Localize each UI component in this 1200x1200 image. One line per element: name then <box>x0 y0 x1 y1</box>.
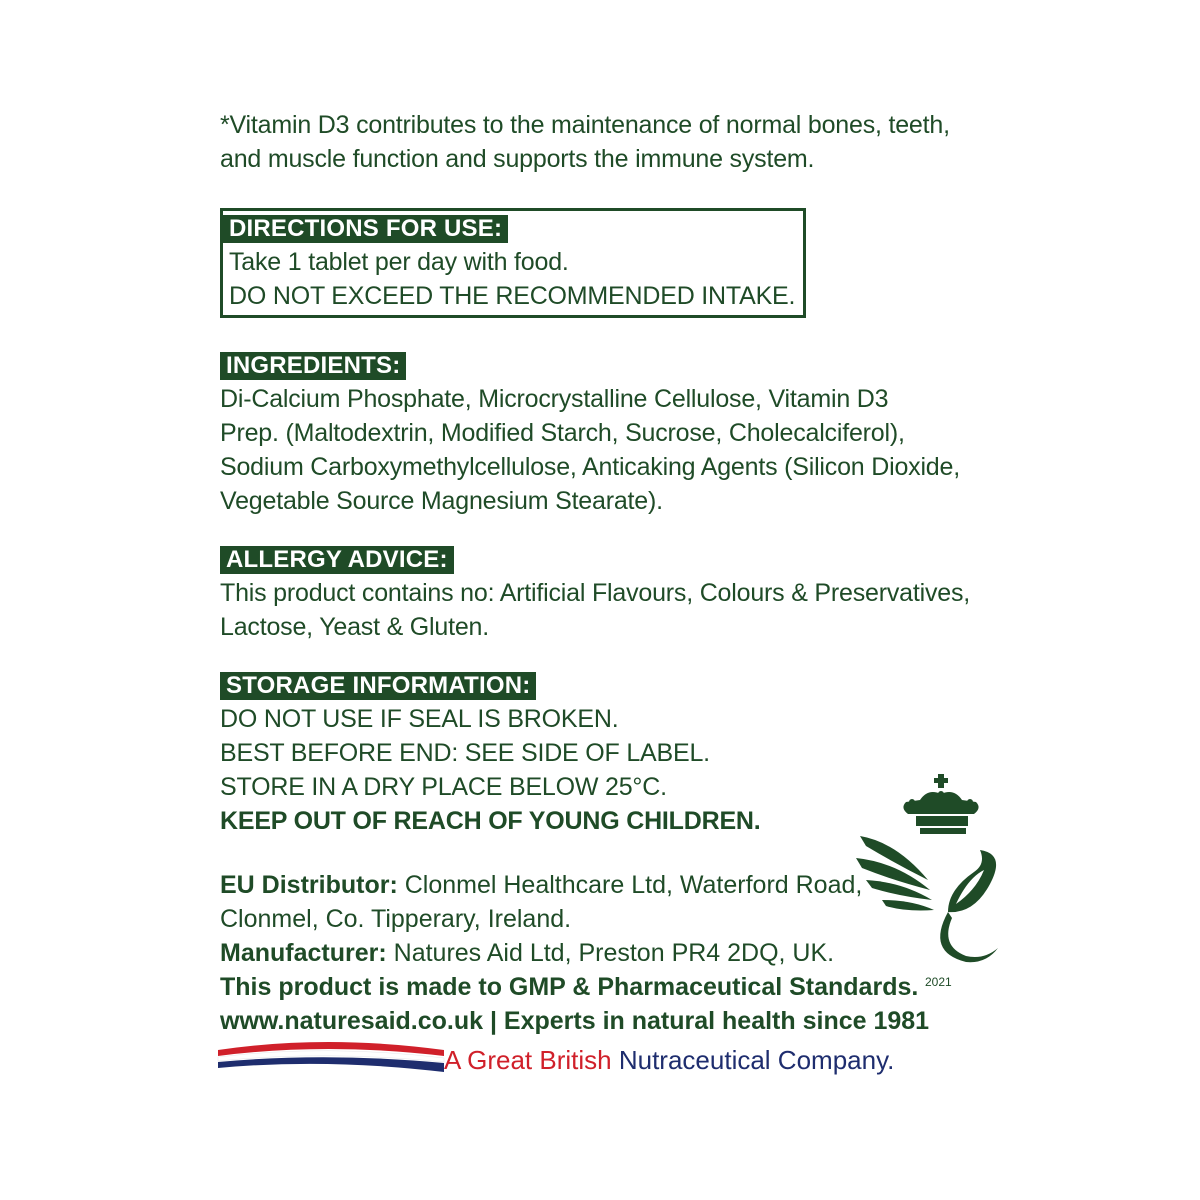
directions-warning: DO NOT EXCEED THE RECOMMENDED INTAKE. <box>229 282 796 310</box>
directions-heading: DIRECTIONS FOR USE: <box>223 215 508 243</box>
distributor-address-cont: Clonmel, Co. Tipperary, Ireland. <box>220 905 572 933</box>
storage-heading: STORAGE INFORMATION: <box>220 672 536 700</box>
ingredients-line: Sodium Carboxymethylcellulose, Anticaking Agents (Silicon Dioxide, <box>220 453 960 481</box>
ingredients-line: Vegetable Source Magnesium Stearate). <box>220 487 663 515</box>
tagline-red: A Great British <box>444 1045 612 1075</box>
queens-award-crown-e-icon <box>856 772 1006 972</box>
ingredients-line: Prep. (Maltodextrin, Modified Starch, Sucrose, Cholecalciferol), <box>220 419 905 447</box>
allergy-heading: ALLERGY ADVICE: <box>220 546 454 574</box>
supplement-label <box>220 108 1000 862</box>
allergy-line: This product contains no: Artificial Flavours, Colours & Preservatives, <box>220 579 970 607</box>
distributor-label: EU Distributor: <box>220 871 398 899</box>
manufacturer-label: Manufacturer: <box>220 939 387 967</box>
storage-children-warning: KEEP OUT OF REACH OF YOUNG CHILDREN. <box>220 807 761 835</box>
storage-line: BEST BEFORE END: SEE SIDE OF LABEL. <box>220 739 710 767</box>
storage-line: DO NOT USE IF SEAL IS BROKEN. <box>220 705 619 733</box>
health-claim <box>220 108 1000 176</box>
company-footer <box>220 868 940 1038</box>
health-claim-line: *Vitamin D3 contributes to the maintenance of normal bones, teeth, <box>220 111 950 139</box>
website-line: www.naturesaid.co.uk | Experts in natural health since 1981 <box>220 1007 930 1035</box>
distributor-line <box>220 868 940 902</box>
award-year: 2021 <box>925 975 952 989</box>
distributor-address: Clonmel Healthcare Ltd, Waterford Road, <box>397 871 863 899</box>
ingredients-section <box>220 348 1000 518</box>
gmp-statement: This product is made to GMP & Pharmaceutical Standards. <box>220 973 919 1001</box>
ingredients-line: Di-Calcium Phosphate, Microcrystalline Cellulose, Vitamin D3 <box>220 385 889 413</box>
tagline <box>444 1044 894 1076</box>
health-claim-line: and muscle function and supports the immune system. <box>220 145 815 173</box>
allergy-line: Lactose, Yeast & Gluten. <box>220 613 490 641</box>
manufacturer-line <box>220 936 940 970</box>
allergy-section <box>220 542 1000 644</box>
directions-dosage: Take 1 tablet per day with food. <box>229 248 569 276</box>
union-flag-swoosh-icon <box>216 1036 446 1076</box>
manufacturer-address: Natures Aid Ltd, Preston PR4 2DQ, UK. <box>386 939 835 967</box>
tagline-blue: Nutraceutical Company. <box>611 1045 895 1075</box>
storage-line: STORE IN A DRY PLACE BELOW 25°C. <box>220 773 667 801</box>
directions-box <box>220 208 806 318</box>
ingredients-heading: INGREDIENTS: <box>220 352 406 380</box>
